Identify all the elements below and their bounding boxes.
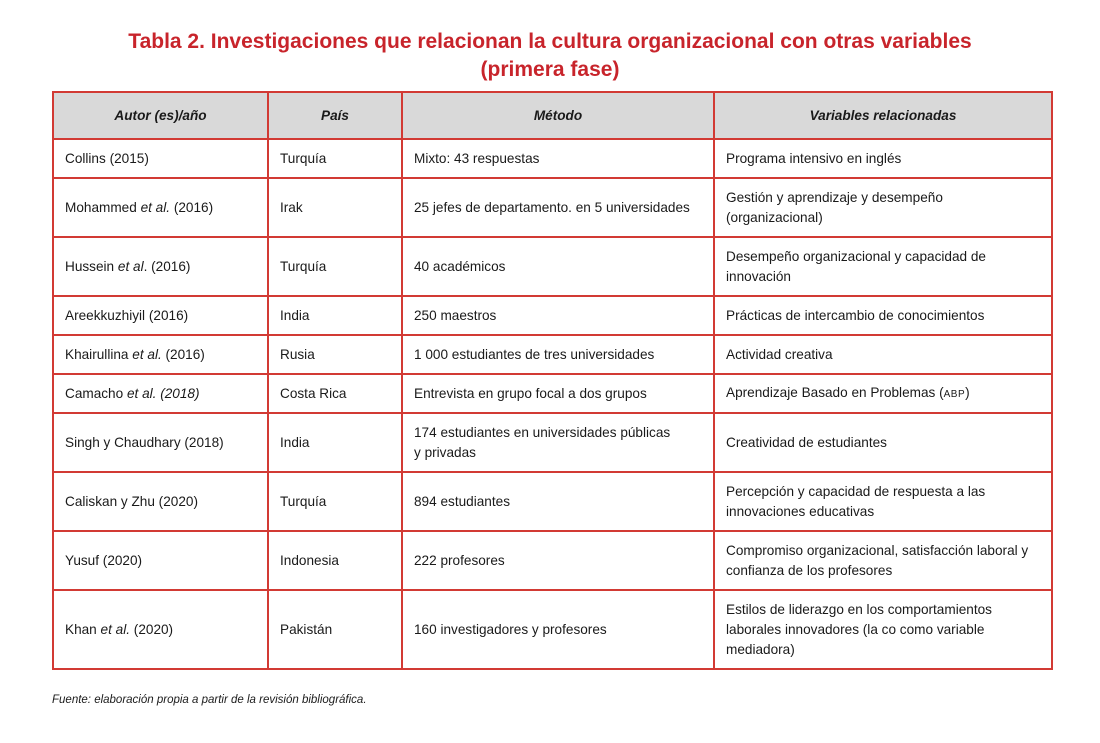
source-footnote: Fuente: elaboración propia a partir de la revisión bibliográfica. [52, 694, 367, 706]
cell-variables: Prácticas de intercambio de conocimientos [714, 296, 1052, 335]
cell-method: 1 000 estudiantes de tres universidades [402, 335, 714, 374]
cell-author: Singh y Chaudhary (2018) [53, 413, 268, 472]
cell-method: 250 maestros [402, 296, 714, 335]
variables-line: Compromiso organizacional, satisfacción laboral y [726, 542, 1029, 558]
table-title-line-1: Tabla 2. Investigaciones que relacionan la cultura organizacional con otras variables [128, 30, 972, 53]
cell-method: 25 jefes de departamento. en 5 universidades [402, 178, 714, 237]
cell-author [53, 178, 268, 237]
cell-author [53, 237, 268, 296]
cell-variables [714, 472, 1052, 531]
variables-text-end: ) [965, 384, 970, 400]
author-name: Khan [65, 621, 101, 637]
et-al: et al. [140, 199, 171, 215]
abbreviation: ABP [943, 388, 966, 400]
cell-method: 222 profesores [402, 531, 714, 590]
cell-country: Turquía [268, 472, 402, 531]
variables-line: mediadora) [726, 641, 795, 657]
cell-country: Pakistán [268, 590, 402, 669]
variables-line: Desempeño organizacional y capacidad de [726, 248, 986, 264]
author-name: Khairullina [65, 346, 133, 362]
table-row [53, 139, 1052, 178]
header-author: Autor (es)/año [53, 92, 268, 139]
cell-method [402, 413, 714, 472]
cell-variables: Creatividad de estudiantes [714, 413, 1052, 472]
variables-line: laborales innovadores (la co como variable [726, 621, 985, 637]
cell-author: Yusuf (2020) [53, 531, 268, 590]
cell-country: Turquía [268, 139, 402, 178]
cell-variables [714, 178, 1052, 237]
cell-method: 894 estudiantes [402, 472, 714, 531]
et-al: et al. (2018) [126, 385, 200, 401]
cell-variables: Actividad creativa [714, 335, 1052, 374]
author-name: Hussein [65, 258, 118, 274]
table-row [53, 178, 1052, 237]
table-row [53, 296, 1052, 335]
cell-country: Indonesia [268, 531, 402, 590]
cell-variables [714, 374, 1052, 413]
method-line: y privadas [414, 444, 476, 460]
cell-author: Collins (2015) [53, 139, 268, 178]
table-row [53, 237, 1052, 296]
variables-line: confianza de los profesores [726, 562, 893, 578]
table-row [53, 374, 1052, 413]
table-header-row [53, 92, 1052, 139]
table-row [53, 590, 1052, 669]
cell-author [53, 590, 268, 669]
cell-author: Caliskan y Zhu (2020) [53, 472, 268, 531]
cell-variables [714, 531, 1052, 590]
table-title [0, 28, 1100, 84]
cell-country: Turquía [268, 237, 402, 296]
cell-author [53, 335, 268, 374]
variables-line: Estilos de liderazgo en los comportamientos [726, 601, 992, 617]
author-year: (2016) [170, 199, 214, 215]
author-year: . (2016) [143, 258, 191, 274]
variables-line: Gestión y aprendizaje y desempeño [726, 189, 943, 205]
table-title-line-2: (primera fase) [480, 58, 620, 81]
et-al: et al. [100, 621, 131, 637]
variables-line: (organizacional) [726, 209, 823, 225]
table-row [53, 472, 1052, 531]
author-name: Mohammed [65, 199, 141, 215]
cell-country: Rusia [268, 335, 402, 374]
variables-line: innovaciones educativas [726, 503, 875, 519]
cell-variables [714, 237, 1052, 296]
research-table [52, 91, 1053, 670]
cell-country: India [268, 413, 402, 472]
cell-method: Entrevista en grupo focal a dos grupos [402, 374, 714, 413]
table-row [53, 413, 1052, 472]
variables-text: Aprendizaje Basado en Problemas ( [726, 384, 944, 400]
cell-country: Costa Rica [268, 374, 402, 413]
header-method: Método [402, 92, 714, 139]
cell-method: 40 académicos [402, 237, 714, 296]
et-al: et al [117, 258, 144, 274]
cell-variables [714, 590, 1052, 669]
cell-method: Mixto: 43 respuestas [402, 139, 714, 178]
header-variables: Variables relacionadas [714, 92, 1052, 139]
method-line: 174 estudiantes en universidades públicas [414, 424, 671, 440]
cell-variables: Programa intensivo en inglés [714, 139, 1052, 178]
cell-method: 160 investigadores y profesores [402, 590, 714, 669]
cell-author: Areekkuzhiyil (2016) [53, 296, 268, 335]
cell-country: Irak [268, 178, 402, 237]
et-al: et al. [132, 346, 162, 362]
table-row [53, 335, 1052, 374]
author-year: (2016) [161, 346, 205, 362]
cell-country: India [268, 296, 402, 335]
author-year: (2020) [130, 621, 174, 637]
variables-line: Percepción y capacidad de respuesta a las [726, 483, 986, 499]
table-row [53, 531, 1052, 590]
header-country: País [268, 92, 402, 139]
variables-line: innovación [726, 268, 791, 284]
cell-author [53, 374, 268, 413]
author-name: Camacho [65, 385, 127, 401]
